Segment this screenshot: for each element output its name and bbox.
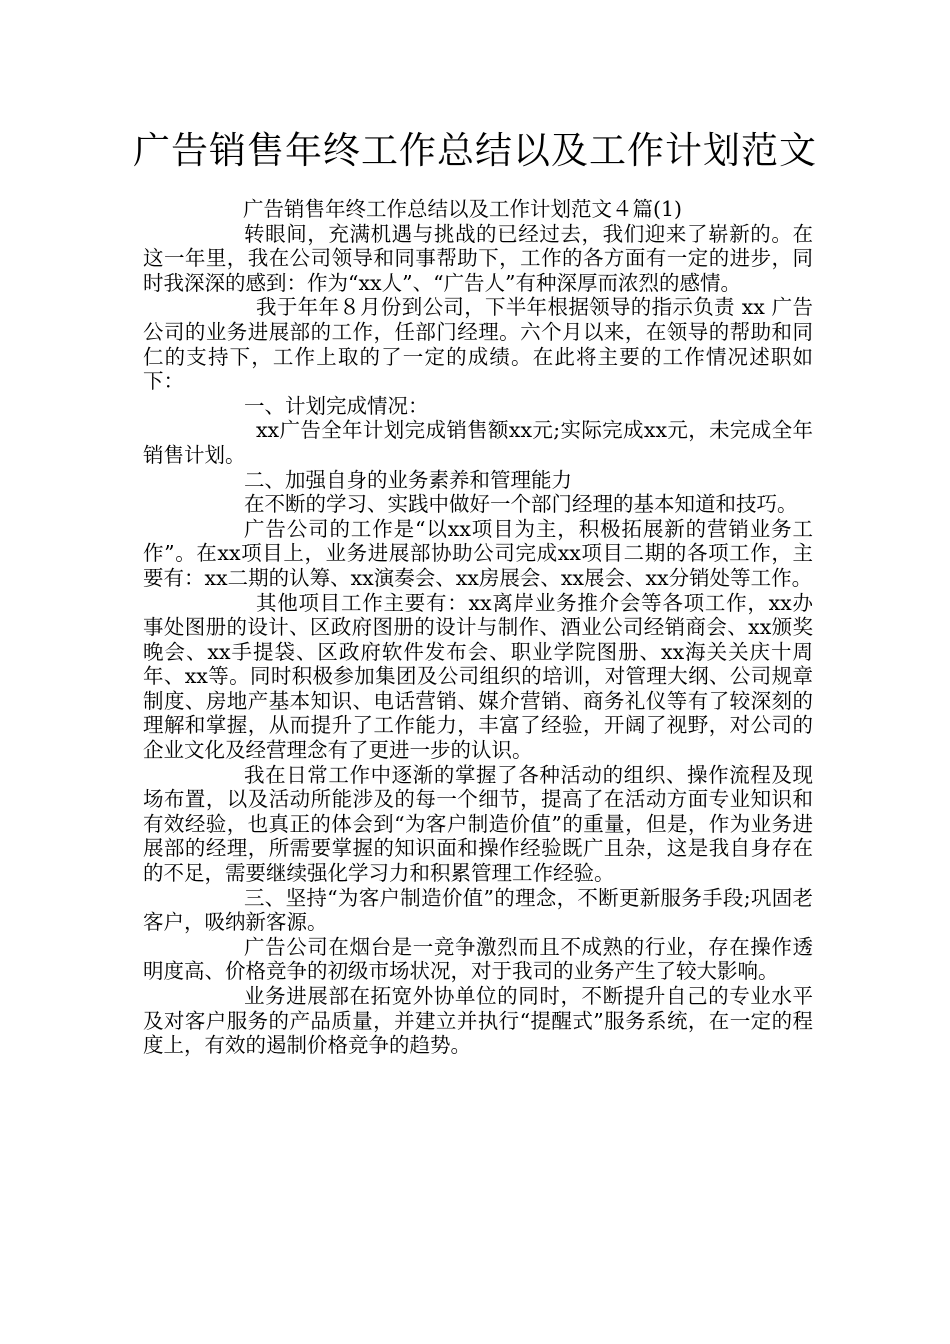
- section-heading-plan: 一、计划完成情况：: [244, 393, 429, 418]
- paragraph-service: 业务进展部在拓宽外协单位的同时，不断提升自己的专业水平及对客户服务的产品质量，并建立并执行“提醒式”服务系统，在一定的程度上，有效的遏制价格竞争的趋势。: [143, 984, 813, 1058]
- section-heading-skills: 二、加强自身的业务素养和管理能力: [244, 467, 572, 492]
- paragraph-position: 我于年年８月份到公司，下半年根据领导的指示负责 xx 广告公司的业务进展部的工作，任部门经理。六个月以来，在领导的帮助和同仁的支持下，工作上取的了一定的成绩。在此将主要的工作情况述职如下：: [143, 295, 813, 394]
- paragraph-daily-work: 我在日常工作中逐渐的掌握了各种活动的组织、操作流程及现场布置，以及活动所能涉及的每一个细节，提高了在活动方面专业知识和有效经验，也真正的体会到“为客户制造价值”的重量，但是，作为业务进展部的经理，所需要掌握的知识面和操作经验既广且杂，这是我自身存在的不足，需要继续强化学习力和积累管理工作经验。: [143, 762, 813, 886]
- paragraph-main-project: 广告公司的工作是“以xx项目为主，积极拓展新的营销业务工作”。在xx项目上，业务进展部协助公司完成xx项目二期的各项工作，主要有：xx二期的认筹、xx演奏会、xx房展会、xx展会、xx分销处等工作。: [143, 516, 813, 590]
- document-subtitle: 广告销售年终工作总结以及工作计划范文４篇(1): [243, 197, 683, 221]
- paragraph-other-projects: 其他项目工作主要有：xx离岸业务推介会等各项工作，xx办事处图册的设计、区政府图册的设计与制作、酒业公司经销商会、xx颁奖晚会、xx手提袋、区政府软件发布会、职业学院图册、xx海关关庆十周年、xx等。同时积极参加集团及公司组织的培训，对管理大纲、公司规章制度、房地产基本知识、电话营销、媒介营销、商务礼仪等有了较深刻的理解和掌握，从而提升了工作能力，丰富了经验，开阔了视野，对公司的企业文化及经营理念有了更进一步的认识。: [143, 590, 813, 763]
- section-heading-value: 三、坚持“为客户制造价值”的理念，不断更新服务手段;巩固老客户，吸纳新客源。: [143, 885, 813, 935]
- paragraph-intro: 转眼间，充满机遇与挑战的已经过去，我们迎来了崭新的。在这一年里，我在公司领导和同事帮助下，工作的各方面有一定的进步，同时我深深的感到：作为“xx人”、“广告人”有种深厚而浓烈的感情。: [143, 221, 813, 295]
- paragraph-market: 广告公司在烟台是一竞争激烈而且不成熟的行业，存在操作透明度高、价格竞争的初级市场状况，对于我司的业务产生了较大影响。: [143, 934, 813, 984]
- paragraph-learning: 在不断的学习、实践中做好一个部门经理的基本知道和技巧。: [244, 492, 798, 517]
- paragraph-plan-result: xx广告全年计划完成销售额xx元;实际完成xx元，未完成全年销售计划。: [143, 418, 813, 467]
- document-body: [143, 197, 813, 1058]
- document-title: 广告销售年终工作总结以及工作计划范文: [133, 129, 817, 172]
